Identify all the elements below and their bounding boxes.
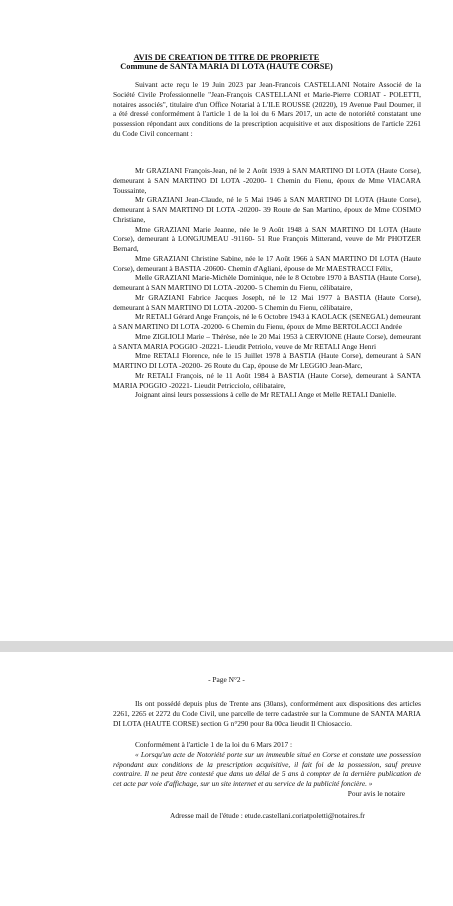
law-section (113, 740, 421, 799)
document-subtitle: Commune de SANTA MARIA DI LOTA (HAUTE CORSE) (120, 62, 333, 71)
person-entry: Mme ZIGLIOLI Marie – Thérèse, née le 20 Mai 1953 à CERVIONE (Haute Corse), demeurant à SANTA MARIA POGGIO -20221- Lieudit Petriolo, veuve de Mr RETALI Ange Henri (113, 331, 421, 351)
document-title: AVIS DE CREATION DE TITRE DE PROPRIETE (133, 53, 320, 62)
intro-text: Suivant acte reçu le 19 Juin 2023 par Jean-Francois CASTELLANI Notaire Associé de la Société Civile Professionnelle "Jean-François CASTELLANI et Marie-Pierre CORIAT - POLETTI, notaires associés", titulaire d'un Office Notarial à L'ILE ROUSSE (20220), 19 Avenue Paul Doumer, il a été dressé conformément à l'article 1 de la loi du 6 Mars 2017, un acte de notoriété constatant une possession répondant aux conditions de la prescription acquisitive et aux dispositions de l'article 2261 du Code Civil concernant : (113, 80, 421, 138)
conformity-text: Conformément à l'article 1 de la loi du 6 Mars 2017 : (135, 740, 293, 749)
person-entry: Mr GRAZIANI Fabrice Jacques Joseph, né le 12 Mai 1977 à BASTIA (Haute Corse), demeurant à SAN MARTINO DI LOTA -20200- 5 Chemin du Fienu, célibataire, (113, 292, 421, 312)
page-number: - Page N°2 - (208, 675, 245, 684)
page-2 (0, 652, 453, 906)
person-entry: Mme GRAZIANI Marie Jeanne, née le 9 Août 1948 à SAN MARTINO DI LOTA (Haute Corse), demeurant à LONGJUMEAU -91160- 51 Rue François Mitterand, veuve de Mr PHOTZER Bernard, (113, 224, 421, 253)
possession-paragraph (113, 699, 421, 728)
office-email: Adresse mail de l'étude : etude.castellani.coriatpoletti@notaires.fr (170, 811, 365, 820)
person-entry: Mr GRAZIANI François-Jean, né le 2 Août 1939 à SAN MARTINO DI LOTA (Haute Corse), demeurant à SAN MARTINO DI LOTA -20200- 1 Chemin du Fienu, époux de Mme VIACARA Toussainte, (113, 166, 421, 195)
possession-text: Ils ont possédé depuis plus de Trente ans (30ans), conformément aux dispositions des articles 2261, 2265 et 2272 du Code Civil, une parcelle de terre cadastrée sur la Commune de SANTA MARIA DI LOTA (HAUTE CORSE) section G n°290 pour 8a 00ca lieudit Il Chiosaccio. (113, 699, 421, 728)
persons-list (113, 166, 421, 400)
person-entry: Mme GRAZIANI Christine Sabine, née le 17 Août 1966 à SAN MARTINO DI LOTA (Haute Corse), demeurant à BASTIA -20600- Chemin d'Agliani, épouse de Mr MAESTRACCI Félix, (113, 253, 421, 273)
person-entry: Melle GRAZIANI Marie-Michèle Dominique, née le 8 Octobre 1970 à BASTIA (Haute Corse), demeurant à SAN MARTINO DI LOTA -20200- 5 Chemin du Fienu, célibataire, (113, 273, 421, 292)
law-quote: « Lorsqu'un acte de Notoriété porte sur un immeuble situé en Corse et constate une possession répondant aux conditions de la prescription acquisitive, il fait foi de la possession, sauf preuve contraire. Il ne peut être contesté que dans un délai de 5 ans à compter de la dernière publication de cet acte par voie d'affichage, sur un site internet et au service de la publicité foncière. » (113, 749, 421, 788)
joining-statement: Joignant ainsi leurs possessions à celle de Mr RETALI Ange et Melle RETALI Danielle. (135, 390, 397, 400)
person-entry: Mr RETALI François, né le 11 Août 1984 à BASTIA (Haute Corse), demeurant à SANTA MARIA POGGIO -20221- Lieudit Petricciolo, célibataire, (113, 370, 421, 390)
person-entry: Mr RETALI Gérard Ange François, né le 6 Octobre 1943 à KAOLACK (SENEGAL) demeurant à SAN MARTINO DI LOTA -20200- 6 Chemin du Fienu, époux de Mme BERTOLACCI Andrée (113, 312, 421, 331)
person-entry: Mr GRAZIANI Jean-Claude, né le 5 Mai 1946 à SAN MARTINO DI LOTA (Haute Corse), demeurant à SAN MARTINO DI LOTA -20200- 39 Route de San Martino, époux de Mme COSIMO Christiane, (113, 195, 421, 224)
page-separator (0, 641, 453, 652)
signature-line: Pour avis le notaire (347, 788, 405, 798)
person-entry: Mme RETALI Florence, née le 15 Juillet 1978 à BASTIA (Haute Corse), demeurant à SAN MARTINO DI LOTA -20200- 26 Route du Cap, épouse de Mr LEGGIO Jean-Marc, (113, 351, 421, 370)
intro-paragraph (113, 80, 421, 139)
